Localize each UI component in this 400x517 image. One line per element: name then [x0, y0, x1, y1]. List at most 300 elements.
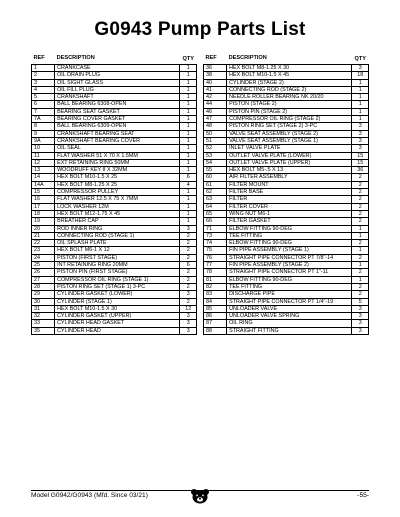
part-qty: 2 — [352, 254, 369, 261]
part-description: OUTLET VALVE PLATE (LOWER) — [227, 152, 352, 159]
table-row — [204, 218, 369, 225]
part-description: HEX BOLT M10-1.5 X 45 — [227, 72, 352, 79]
part-qty: 1 — [180, 79, 197, 86]
part-description: FILTER MOUNT — [227, 181, 352, 188]
part-description: FIN PIPE ASSEMBLY (STAGE 1) — [227, 247, 352, 254]
part-description: TEE FITTING — [227, 283, 352, 290]
part-qty: 1 — [180, 123, 197, 130]
part-description: PISTON PIN (FIRST STAGE) — [55, 269, 180, 276]
part-qty: 2 — [352, 283, 369, 290]
part-qty: 1 — [352, 232, 369, 239]
table-row — [204, 86, 369, 93]
part-description: CONNECTING ROD (STAGE 1) — [55, 232, 180, 239]
table-row — [32, 269, 197, 276]
part-description: FILTER — [227, 196, 352, 203]
part-ref: 54 — [204, 159, 227, 166]
part-qty: 1 — [180, 108, 197, 115]
part-description: HEX BOLT M10-1.5 X 25 — [55, 174, 180, 181]
part-ref: 87 — [204, 320, 227, 327]
part-ref: 66 — [204, 218, 227, 225]
part-description: ELBOW FITTING 90-DEG — [227, 276, 352, 283]
table-row — [204, 291, 369, 298]
part-description: FLAT WASHER 12.5 X 75 X 7MM — [55, 196, 180, 203]
part-qty: 1 — [180, 94, 197, 101]
part-ref: 17 — [32, 203, 55, 210]
table-row — [32, 240, 197, 247]
table-row — [32, 218, 197, 225]
part-description: CYLINDER (STAGE 1) — [55, 298, 180, 305]
part-ref: 23 — [32, 247, 55, 254]
table-row — [32, 159, 197, 166]
part-qty: 6 — [180, 174, 197, 181]
table-row — [204, 130, 369, 137]
part-qty: 3 — [352, 320, 369, 327]
part-ref: 75 — [204, 247, 227, 254]
part-ref: 11 — [32, 152, 55, 159]
part-qty: 2 — [180, 298, 197, 305]
part-qty: 1 — [352, 247, 369, 254]
part-qty: 1 — [180, 65, 197, 72]
table-row — [204, 254, 369, 261]
part-description: HEX BOLT M6-1 X 12 — [55, 247, 180, 254]
part-ref: 84 — [204, 298, 227, 305]
part-ref: 74 — [204, 240, 227, 247]
table-row — [32, 101, 197, 108]
table-row — [204, 123, 369, 130]
part-description: OIL DRAIN PLUG — [55, 72, 180, 79]
part-qty: 3 — [180, 313, 197, 320]
part-qty: 1 — [180, 145, 197, 152]
part-description: STRAIGHT PIPE CONNECTOR PT 1/4"-19 — [227, 298, 352, 305]
part-description: CYLINDER HEAD — [55, 327, 180, 334]
part-qty: 2 — [180, 254, 197, 261]
part-description: UNLOADER VALVE — [227, 305, 352, 312]
table-row — [204, 72, 369, 79]
table-row — [32, 65, 197, 72]
table-row — [204, 94, 369, 101]
part-qty: 2 — [352, 189, 369, 196]
part-ref: 52 — [204, 145, 227, 152]
part-ref: 81 — [204, 276, 227, 283]
part-description: VALVE SEAT ASSEMBLY (STAGE 2) — [227, 130, 352, 137]
part-qty: 3 — [352, 123, 369, 130]
table-row — [204, 247, 369, 254]
part-description: ROD INNER RING — [55, 225, 180, 232]
part-description: UNLOADER VALVE SPRING — [227, 313, 352, 320]
part-description: FILTER BASE — [227, 189, 352, 196]
table-row — [204, 305, 369, 312]
part-ref: 5 — [32, 94, 55, 101]
parts-table-right — [203, 54, 369, 335]
part-ref: 71 — [204, 225, 227, 232]
table-row — [204, 196, 369, 203]
table-row — [204, 145, 369, 152]
part-description: FILTER GASKET — [227, 218, 352, 225]
part-qty: 12 — [180, 305, 197, 312]
part-qty: 1 — [180, 116, 197, 123]
part-qty: 1 — [180, 101, 197, 108]
part-description: ELBOW FITTING 90-DEG — [227, 225, 352, 232]
part-qty: 1 — [352, 86, 369, 93]
part-ref: 31 — [32, 305, 55, 312]
part-description: INT RETAINING RING 20MM — [55, 262, 180, 269]
description-header: DESCRIPTION — [228, 55, 267, 62]
part-description: FILTER COVER — [227, 203, 352, 210]
part-qty: 2 — [180, 276, 197, 283]
part-qty: 2 — [352, 181, 369, 188]
part-qty: 2 — [352, 218, 369, 225]
part-description: FLAT WASHER 51 X 70 X 1.5MM — [55, 152, 180, 159]
part-ref: 16 — [32, 196, 55, 203]
table-row — [204, 210, 369, 217]
part-qty: 1 — [352, 101, 369, 108]
table-row — [32, 108, 197, 115]
part-ref: 30 — [32, 298, 55, 305]
part-description: OIL RING — [227, 320, 352, 327]
table-row — [32, 327, 197, 334]
table-row — [32, 94, 197, 101]
part-qty: 1 — [352, 116, 369, 123]
table-row — [204, 298, 369, 305]
part-qty: 2 — [352, 269, 369, 276]
table-row — [204, 327, 369, 334]
table-row — [204, 79, 369, 86]
table-row — [32, 276, 197, 283]
part-qty: 1 — [352, 262, 369, 269]
part-ref: 47 — [204, 116, 227, 123]
table-row — [204, 320, 369, 327]
table-row — [204, 159, 369, 166]
part-qty: 3 — [180, 225, 197, 232]
part-ref: 63 — [204, 196, 227, 203]
table-row — [32, 232, 197, 239]
part-ref: 27 — [32, 276, 55, 283]
part-qty: 1 — [180, 210, 197, 217]
part-ref: 85 — [204, 305, 227, 312]
table-row — [204, 65, 369, 72]
table-row — [32, 123, 197, 130]
table-row — [32, 298, 197, 305]
table-row — [204, 232, 369, 239]
part-qty: 1 — [180, 189, 197, 196]
part-qty: 15 — [352, 159, 369, 166]
part-description: HEX BOLT M10-1.5 X 30 — [55, 305, 180, 312]
part-ref: 26 — [32, 269, 55, 276]
part-qty: 1 — [180, 137, 197, 144]
part-description: CONNECTING ROD (STAGE 2) — [227, 86, 352, 93]
table-row — [32, 86, 197, 93]
table-row — [32, 291, 197, 298]
part-description: OIL SIGHT GLASS — [55, 79, 180, 86]
table-row — [204, 181, 369, 188]
part-ref: 8 — [32, 123, 55, 130]
part-ref: 48 — [204, 123, 227, 130]
table-row — [32, 305, 197, 312]
part-description: PISTON RING SET (STAGE 2) 3-PC — [227, 123, 352, 130]
table-row — [32, 72, 197, 79]
part-qty: 1 — [180, 203, 197, 210]
part-description: PISTON RING SET (STAGE 1) 3-PC — [55, 283, 180, 290]
part-qty: 3 — [180, 320, 197, 327]
part-qty: 2 — [352, 291, 369, 298]
part-ref: 82 — [204, 283, 227, 290]
part-ref: 40 — [204, 79, 227, 86]
part-description: CYLINDER GASKET (LOWER) — [55, 291, 180, 298]
qty-header: QTY — [354, 55, 366, 62]
part-ref: 42 — [204, 94, 227, 101]
page-number: -55- — [357, 492, 369, 499]
part-qty: 2 — [180, 283, 197, 290]
part-qty: 3 — [352, 137, 369, 144]
part-description: COMPRESSOR OIL RING (STAGE 2) — [227, 116, 352, 123]
table-row — [32, 181, 197, 188]
part-qty: 3 — [352, 313, 369, 320]
part-description: EXT RETAINING RING 50MM — [55, 159, 180, 166]
part-ref: 35 — [32, 327, 55, 334]
part-qty: 2 — [180, 232, 197, 239]
table-row — [204, 269, 369, 276]
part-qty: 6 — [180, 262, 197, 269]
part-qty: 1 — [352, 276, 369, 283]
part-description: TEE FITTING — [227, 232, 352, 239]
part-description: BEARING SEAT GASKET — [55, 108, 180, 115]
table-row — [32, 225, 197, 232]
table-row — [204, 152, 369, 159]
part-ref: 64 — [204, 203, 227, 210]
part-description: STRAIGHT PIPE CONNECTOR PT 7/8"-14 — [227, 254, 352, 261]
part-description: COMPRESSOR OIL RING (STAGE 1) — [55, 276, 180, 283]
part-ref: 28 — [32, 283, 55, 290]
part-ref: 13 — [32, 167, 55, 174]
table-row — [32, 283, 197, 290]
table-row — [32, 116, 197, 123]
part-ref: 50 — [204, 130, 227, 137]
part-description: HEX BOLT M8-1.25 X 25 — [55, 181, 180, 188]
footer-model-text: Model G0942/G0943 (Mfd. Since 03/21) — [31, 492, 148, 499]
table-row — [204, 225, 369, 232]
table-row — [204, 174, 369, 181]
table-row — [204, 101, 369, 108]
part-qty: 36 — [352, 167, 369, 174]
table-row — [32, 196, 197, 203]
part-ref: 25 — [32, 262, 55, 269]
table-row — [32, 320, 197, 327]
part-ref: 24 — [32, 254, 55, 261]
part-ref: 60 — [204, 174, 227, 181]
part-ref: 9 — [32, 130, 55, 137]
part-description: PISTON PIN (STAGE 2) — [227, 108, 352, 115]
table-row — [32, 247, 197, 254]
part-ref: 88 — [204, 327, 227, 334]
part-qty: 2 — [352, 174, 369, 181]
part-ref: 1 — [32, 65, 55, 72]
table-row — [204, 276, 369, 283]
part-ref: 83 — [204, 291, 227, 298]
part-description: VALVE SEAT ASSEMBLY (STAGE 1) — [227, 137, 352, 144]
table-row — [204, 189, 369, 196]
part-ref: 65 — [204, 210, 227, 217]
part-qty: 2 — [352, 210, 369, 217]
part-ref: 19 — [32, 218, 55, 225]
description-header: DESCRIPTION — [56, 55, 95, 62]
parts-table-left — [31, 54, 197, 335]
part-qty: 1 — [180, 152, 197, 159]
part-qty: 18 — [352, 72, 369, 79]
part-description: PISTON (STAGE 2) — [227, 101, 352, 108]
part-ref: 18 — [32, 210, 55, 217]
part-description: CRANKCASE — [55, 65, 180, 72]
part-qty: 2 — [352, 203, 369, 210]
part-qty: 4 — [180, 181, 197, 188]
table-row — [32, 167, 197, 174]
part-ref: 44 — [204, 101, 227, 108]
part-ref: 4 — [32, 86, 55, 93]
part-qty: 2 — [352, 240, 369, 247]
table-row — [204, 262, 369, 269]
part-description: STRAIGHT FITTING — [227, 327, 352, 334]
part-ref: 14 — [32, 174, 55, 181]
table-header-row — [204, 54, 369, 65]
part-ref: 29 — [32, 291, 55, 298]
part-description: CYLINDER (STAGE 2) — [227, 79, 352, 86]
part-ref: 73 — [204, 232, 227, 239]
qty-header: QTY — [182, 55, 194, 62]
part-ref: 12 — [32, 159, 55, 166]
table-row — [32, 130, 197, 137]
part-description: CRANKSHAFT — [55, 94, 180, 101]
table-row — [204, 313, 369, 320]
part-description: HEX BOLT M12-1.75 X 45 — [55, 210, 180, 217]
table-row — [32, 152, 197, 159]
part-description: FIN PIPE ASSEMBLY (STAGE 2) — [227, 262, 352, 269]
part-description: CYLINDER GASKET (UPPER) — [55, 313, 180, 320]
part-ref: 76 — [204, 254, 227, 261]
part-ref: 20 — [32, 225, 55, 232]
part-qty: 1 — [180, 167, 197, 174]
part-qty: 3 — [352, 327, 369, 334]
part-qty: 3 — [180, 291, 197, 298]
part-description: WOODRUFF KEY 8 X 32MM — [55, 167, 180, 174]
part-qty: 3 — [352, 145, 369, 152]
part-ref: 51 — [204, 137, 227, 144]
ref-header: REF — [205, 55, 217, 62]
part-ref: 22 — [32, 240, 55, 247]
table-row — [32, 79, 197, 86]
part-qty: 3 — [352, 305, 369, 312]
part-qty: 1 — [352, 94, 369, 101]
part-qty: 1 — [180, 218, 197, 225]
part-ref: 7A — [32, 116, 55, 123]
part-ref: 15 — [32, 189, 55, 196]
table-row — [204, 116, 369, 123]
part-qty: 2 — [180, 240, 197, 247]
part-description: BREATHER CAP — [55, 218, 180, 225]
page-title: G0943 Pump Parts List — [94, 19, 306, 40]
part-qty: 3 — [180, 327, 197, 334]
part-qty: 1 — [180, 196, 197, 203]
part-description: INLET VALVE PLATE — [227, 145, 352, 152]
table-row — [204, 203, 369, 210]
part-description: AIR FILTER ASSEMBLY — [227, 174, 352, 181]
part-ref: 21 — [32, 232, 55, 239]
part-ref: 14A — [32, 181, 55, 188]
ref-header: REF — [33, 55, 45, 62]
part-qty: 2 — [180, 247, 197, 254]
table-row — [32, 203, 197, 210]
table-row — [32, 313, 197, 320]
part-description: CRANKSHAFT BEARING SEAT — [55, 130, 180, 137]
part-qty: 1 — [352, 79, 369, 86]
part-qty: 3 — [352, 65, 369, 72]
part-description: OUTLET VALVE PLATE (UPPER) — [227, 159, 352, 166]
part-ref: 62 — [204, 189, 227, 196]
table-row — [32, 210, 197, 217]
table-row — [204, 167, 369, 174]
part-qty: 2 — [180, 269, 197, 276]
part-ref: 78 — [204, 269, 227, 276]
table-header-row — [32, 54, 197, 65]
part-description: STRAIGHT PIPE CONNECTOR PT 1"-11 — [227, 269, 352, 276]
part-ref: 10 — [32, 145, 55, 152]
part-qty: 3 — [352, 130, 369, 137]
part-ref: 36 — [204, 65, 227, 72]
table-row — [204, 108, 369, 115]
part-description: WING NUT M6-1 — [227, 210, 352, 217]
part-description: DISCHARGE PIPE — [227, 291, 352, 298]
table-row — [32, 262, 197, 269]
part-ref: 9A — [32, 137, 55, 144]
part-ref: 86 — [204, 313, 227, 320]
part-ref: 46 — [204, 108, 227, 115]
part-ref: 55 — [204, 167, 227, 174]
part-description: COMPRESSOR PULLEY — [55, 189, 180, 196]
table-row — [204, 137, 369, 144]
table-row — [32, 254, 197, 261]
part-qty: 15 — [352, 152, 369, 159]
part-description: OIL SEAL — [55, 145, 180, 152]
part-description: HEX BOLT M5-.5 X 13 — [227, 167, 352, 174]
part-ref: 3 — [32, 79, 55, 86]
part-description: LOCK WASHER 12M — [55, 203, 180, 210]
part-ref: 53 — [204, 152, 227, 159]
part-qty: 1 — [180, 130, 197, 137]
part-qty: 1 — [352, 225, 369, 232]
part-ref: 41 — [204, 86, 227, 93]
part-description: HEX BOLT M8-1.25 X 30 — [227, 65, 352, 72]
part-ref: 38 — [204, 72, 227, 79]
table-row — [32, 137, 197, 144]
part-description: CYLINDER HEAD GASKET — [55, 320, 180, 327]
part-description: OIL SPLASH PLATE — [55, 240, 180, 247]
part-description: ELBOW FITTING 90-DEG — [227, 240, 352, 247]
part-qty: 1 — [352, 108, 369, 115]
part-ref: 33 — [32, 320, 55, 327]
part-description: CRANKSHAFT BEARING COVER — [55, 137, 180, 144]
part-ref: 61 — [204, 181, 227, 188]
part-ref: 32 — [32, 313, 55, 320]
part-ref: 7 — [32, 108, 55, 115]
table-row — [204, 240, 369, 247]
bear-head-icon — [190, 488, 210, 504]
part-ref: 6 — [32, 101, 55, 108]
table-row — [204, 283, 369, 290]
part-description: BALL BEARING 6308-OPEN — [55, 101, 180, 108]
part-qty: 2 — [352, 196, 369, 203]
part-description: OIL FILL PLUG — [55, 86, 180, 93]
part-qty: 1 — [180, 159, 197, 166]
table-row — [32, 174, 197, 181]
part-qty: 1 — [180, 72, 197, 79]
